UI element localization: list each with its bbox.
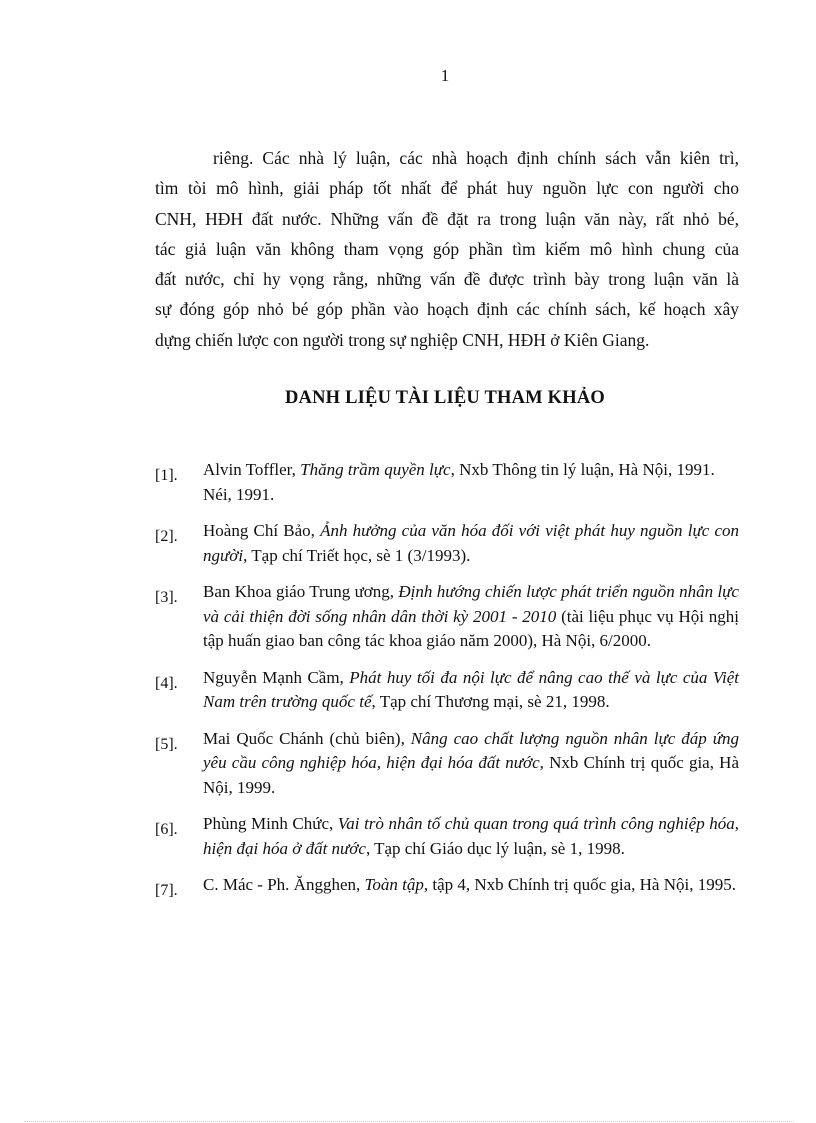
reference-item xyxy=(155,519,739,568)
reference-number: [5]. xyxy=(155,735,178,753)
reference-details: , Tạp chí Giáo dục lý luận, sè 1, 1998. xyxy=(365,838,625,858)
intro-line: tác giả luận văn không tham vọng góp phần tìm kiếm mô hình chung của xyxy=(155,238,739,259)
reference-title: Thăng trầm quyền lực xyxy=(300,460,451,479)
reference-author: Alvin Toffler, xyxy=(203,460,301,479)
intro-line: CNH, HĐH đất nước. Những vấn đề đặt ra trong luận văn này, rất nhỏ bé, xyxy=(155,208,739,229)
reference-number: [1]. xyxy=(155,467,178,484)
reference-item xyxy=(155,666,739,715)
intro-line: tìm tòi mô hình, giải pháp tốt nhất để phát huy nguồn lực con người cho xyxy=(155,178,739,199)
reference-title: Toàn tập xyxy=(364,875,424,894)
intro-line: sự đóng góp nhỏ bé góp phần vào hoạch định các chính sách, kế hoạch xây xyxy=(155,299,739,320)
intro-paragraph xyxy=(155,143,739,355)
reference-details: , Nxb Chính trị quốc gia, Hà Nội, 1999. xyxy=(203,753,739,797)
intro-line: riêng. Các nhà lý luận, các nhà hoạch định chính sách vẫn kiên trì, xyxy=(213,148,739,168)
reference-item xyxy=(155,873,739,898)
reference-number: [3]. xyxy=(155,589,178,606)
reference-title: Ảnh hưởng của văn hóa đối với việt phát huy nguồn lực con người xyxy=(203,521,739,565)
reference-number: [7]. xyxy=(155,882,178,899)
reference-title: Phát huy tối đa nội lực để nâng cao thế và lực của Việt Nam trên trường quốc tế xyxy=(203,667,740,711)
intro-line: dựng chiến lược con người trong sự nghiệp CNH, HĐH ở Kiên Giang. xyxy=(155,329,650,350)
reference-item xyxy=(155,458,739,507)
page-number: 1 xyxy=(440,66,450,85)
reference-details: , Nxb Thông tin lý luận, Hà Nội, 1991. xyxy=(450,460,715,479)
reference-item xyxy=(155,580,739,654)
reference-author: Ban Khoa giáo Trung ương, xyxy=(203,582,399,601)
intro-line: đất nước, chỉ hy vọng rằng, những vấn đề được trình bày trong luận văn là xyxy=(155,269,739,290)
reference-details: (tài liệu phục vụ Hội nghị tập huấn giao ban công tác khoa giáo năm 2000), Hà Nội, 6/2000. xyxy=(203,606,739,650)
reference-author: Hoàng Chí Bảo, xyxy=(203,521,321,540)
reference-number: [4]. xyxy=(155,674,178,692)
reference-title: Nâng cao chất lượng nguồn nhân lực đáp ứng yêu cầu công nghiệp hóa, hiện đại hóa đất nước xyxy=(203,728,739,772)
reference-author: Mai Quốc Chánh (chủ biên), xyxy=(203,728,411,748)
page-bottom-rule xyxy=(24,1121,794,1122)
reference-item xyxy=(155,727,739,801)
reference-author: Phùng Minh Chức, xyxy=(203,814,338,833)
reference-details: , Tạp chí Triết học, sè 1 (3/1993). xyxy=(243,545,471,565)
reference-title: Định hướng chiến lược phát triển nguồn nhân lực và cải thiện đời sống nhân dân thời kỳ 2001 - 2010 xyxy=(203,582,739,626)
reference-number: [6]. xyxy=(155,821,178,838)
reference-author: Nguyễn Mạnh Cầm, xyxy=(203,667,350,687)
references-heading: DANH LIỆU TÀI LIỆU THAM KHẢO xyxy=(285,388,605,408)
reference-list xyxy=(155,458,739,910)
reference-extra: Néi, 1991. xyxy=(203,484,275,504)
reference-item xyxy=(155,812,739,861)
reference-number: [2]. xyxy=(155,528,178,545)
reference-title: Vai trò nhân tố chủ quan trong quá trình công nghiệp hóa, hiện đại hóa ở đất nước xyxy=(203,814,739,858)
reference-details: , Tạp chí Thương mại, sè 21, 1998. xyxy=(371,692,610,711)
reference-details: , tập 4, Nxb Chính trị quốc gia, Hà Nội, 1995. xyxy=(423,875,736,894)
reference-author: C. Mác - Ph. Ăngghen, xyxy=(203,875,365,894)
